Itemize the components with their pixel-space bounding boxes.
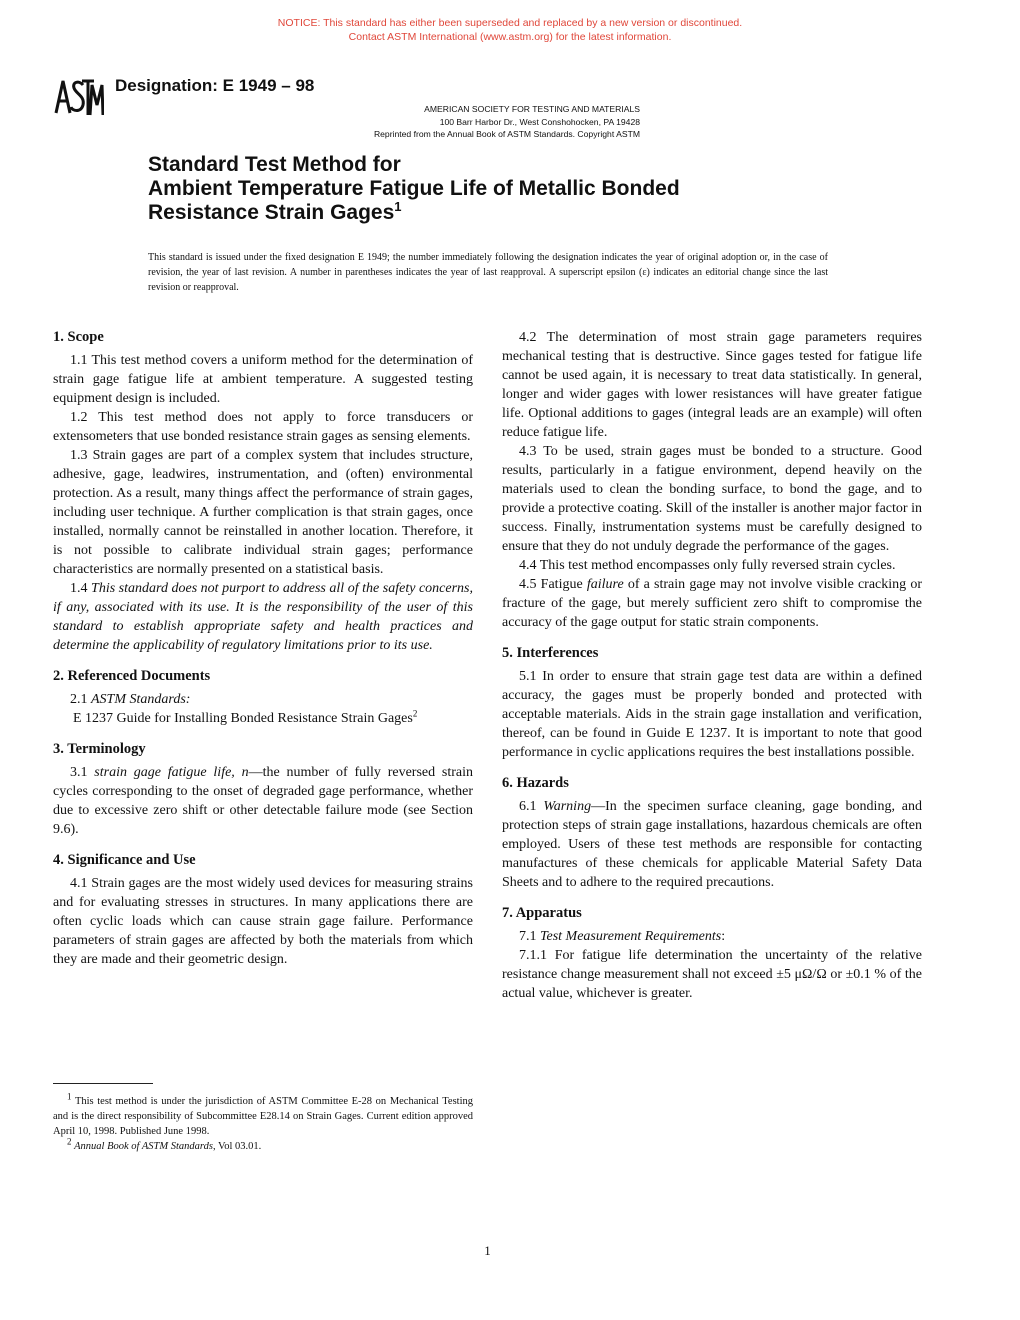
title-line-3: Resistance Strain Gages$^1$ — [148, 199, 402, 224]
footnote-2: $^2$ Annual Book of ASTM Standards, Vol 03.01. — [67, 1136, 262, 1152]
footnote-divider — [53, 1083, 153, 1084]
para-4-2: 4.2 The determination of most strain gage parameters requires mechanical testing that is destructive. Since gages tested for fatigue life cannot be used again, it is necessary to treat data statistically. In general, longer and wider gages with lower resistances will have greater fatigue life. Optional additions to gages (integral leads are an example) will often reduce fatigue life. — [502, 330, 922, 440]
para-7-1-1: 7.1.1 For fatigue life determination the uncertainty of the relative resistance change measurement shall not exceed ±5 μΩ/Ω or ±0.1 % of the actual value, whichever is greater. — [502, 948, 922, 1001]
section-heading-hazards: 6. Hazards — [502, 775, 569, 791]
issuance-note: This standard is issued under the fixed designation E 1949; the number immediately following the designation indicates the year of original adoption or, in the case of revision, the year of last revision. A number in parentheses indicates the year of last reapproval. A superscript epsilon (ε) indicates an editorial change since the last revision or reapproval. — [148, 252, 828, 293]
section-heading-significance: 4. Significance and Use — [53, 852, 196, 868]
para-4-3: 4.3 To be used, strain gages must be bonded to a structure. Good results, particularly in a fatigue environment, depend heavily on the materials used to clean the bonding surface, to bond the gage, and to provide a protective coating. Skill of the installer is another major factor in success. Finally, instrumentation systems must be carefully designed to ensure that they do not unduly degrade the performance of the gages. — [502, 444, 922, 554]
para-1-1: 1.1 This test method covers a uniform method for the determination of strain gage fatigue life at ambient temperature. A suggested testing equipment design is included. — [53, 353, 473, 406]
section-heading-terminology: 3. Terminology — [53, 741, 146, 757]
section-heading-apparatus: 7. Apparatus — [502, 905, 582, 921]
astm-logo-icon — [52, 75, 104, 119]
org-name: AMERICAN SOCIETY FOR TESTING AND MATERIALS — [424, 104, 640, 114]
page-number: 1 — [484, 1243, 491, 1258]
org-address: 100 Barr Harbor Dr., West Conshohocken, PA 19428 — [439, 117, 640, 127]
para-1-4: 1.4 This standard does not purport to address all of the safety concerns, if any, associated with its use. It is the responsibility of the user of this standard to establish appropriate safety and health practices and determine the applicability of regulatory limitations prior to its use. — [53, 581, 473, 653]
reference-e1237: E 1237 Guide for Installing Bonded Resistance Strain Gages$^2$ — [73, 708, 418, 726]
para-1-3: 1.3 Strain gages are part of a complex system that includes structure, adhesive, gage, leadwires, instrumentation, and (often) environmental protection. As a result, many things affect the performance of strain gages, including user technique. A further complication is that strain gages, once installed, normally cannot be reinstalled in another location. Therefore, it is not possible to calibrate individual strain gages; performance characteristics are normally presented on a statistical basis. — [53, 448, 473, 577]
para-1-2: 1.2 This test method does not apply to force transducers or extensometers that use bonded resistance strain gages as sensing elements. — [53, 410, 473, 444]
para-2-1: 2.1 ASTM Standards: — [70, 692, 191, 707]
para-5-1: 5.1 In order to ensure that strain gage test data are within a defined accuracy, the gages must be properly bonded and protected with acceptable materials. Aids in the strain gage installation and verification, thereof, can be found in Guide E 1237. It is important to note that good performance in cyclic applications requires the best installations possible. — [502, 669, 922, 760]
para-3-1: 3.1 strain gage fatigue life, n—the number of fully reversed strain cycles corresponding to the onset of degraded gage performance, whether due to excessive zero shift or other detectable failure mode (see Section 9.6). — [53, 765, 474, 837]
para-4-4: 4.4 This test method encompasses only fully reversed strain cycles. — [519, 558, 896, 573]
designation: Designation: E 1949 – 98 — [115, 76, 315, 95]
para-7-1: 7.1 Test Measurement Requirements: — [519, 929, 726, 944]
page-title — [148, 153, 680, 225]
title-footnote-ref: 1 — [394, 199, 402, 214]
notice-line-2: Contact ASTM International (www.astm.org) for the latest information. — [348, 31, 672, 43]
section-heading-referenced-documents: 2. Referenced Documents — [53, 668, 211, 684]
para-4-5: 4.5 Fatigue failure of a strain gage may not involve visible cracking or fracture of the gage, but merely sufficient zero shift to compromise the accuracy of the gage output for static strain components. — [502, 577, 922, 630]
para-6-1: 6.1 Warning—In the specimen surface cleaning, gage bonding, and protection steps of strain gage installations, hazardous chemicals are often employed. Users of these test methods are responsible for contacting manufactures of these chemicals for applicable Material Safety Data Sheets and to adhere to the required precautions. — [502, 799, 922, 890]
title-line-1: Standard Test Method for — [148, 153, 401, 176]
section-heading-scope: 1. Scope — [53, 329, 104, 345]
right-column — [502, 328, 922, 1003]
org-reprint: Reprinted from the Annual Book of ASTM Standards. Copyright ASTM — [373, 129, 640, 139]
footnote-1: $^1$ This test method is under the jurisdiction of ASTM Committee E-28 on Mechanical Testing and is the direct responsibility of Subcommittee E28.14 on Strain Gages. Current edition approved April 10, 1998. Published June 1998. — [53, 1091, 473, 1137]
title-line-2: Ambient Temperature Fatigue Life of Metallic Bonded — [148, 177, 680, 200]
left-column — [53, 328, 473, 969]
para-4-1: 4.1 Strain gages are the most widely used devices for measuring strains and for evaluating stresses in structures. In many applications there are often cyclic loads which can cause strain gage failure. Performance parameters of strain gages are affected by both the materials from which they are made and their geometric design. — [53, 876, 473, 967]
notice-line-1: NOTICE: This standard has either been superseded and replaced by a new version or discontinued. — [277, 17, 743, 29]
footnotes — [53, 1091, 473, 1154]
section-heading-interferences: 5. Interferences — [502, 645, 599, 661]
